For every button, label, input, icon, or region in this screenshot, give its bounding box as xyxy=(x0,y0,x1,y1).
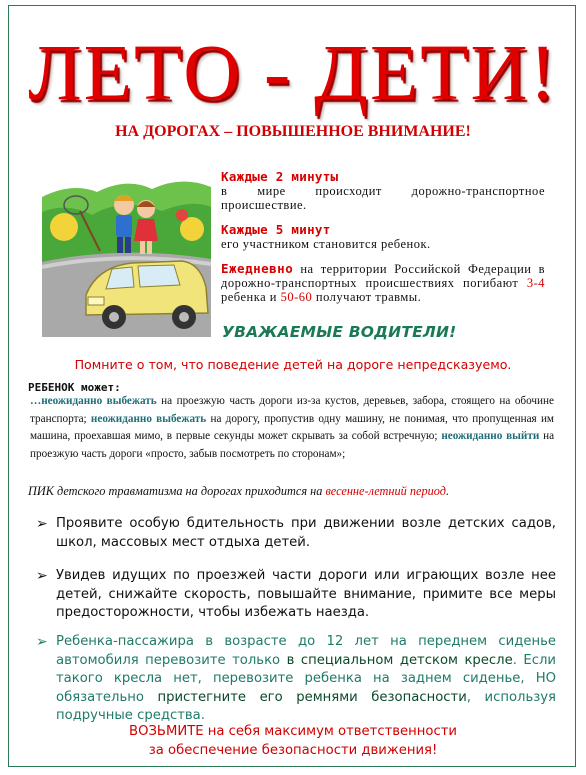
stat-heading: Каждые 2 минуты xyxy=(221,169,339,184)
stat-text: в мире происходит дорожно-транспортное происшествие. xyxy=(221,184,545,212)
stat-text: его участником становится ребенок. xyxy=(221,237,431,251)
remember-line: Помните о том, что поведение детей на дороге непредсказуемо. xyxy=(74,357,512,372)
peak-note: ПИК детского травматизма на дорогах приходится на весенне-летний период. xyxy=(28,484,450,498)
final-line-1: ВОЗЬМИТЕ на себя максимум ответственности xyxy=(129,724,457,739)
subtitle: НА ДОРОГАХ – ПОВЫШЕННОЕ ВНИМАНИЕ! xyxy=(115,123,471,140)
advice-bullet-1: ➢ Проявите особую бдительность при движении возле детских садов, школ, массовых мест отдыха детей. xyxy=(36,516,556,550)
advice-bullet-3: ➢ Ребенка-пассажира в возрасте до 12 лет на переднем сиденье автомобиля перевозите только в специальном детском кресле. Если такого кресла нет, перевозите ребенка на заднем сиденье, НО обязательно пристегните его ремнями безопасности, используя подручные средства. xyxy=(36,634,556,723)
stat-block-2 xyxy=(221,222,545,251)
main-title: ЛЕТО - ДЕТИ! xyxy=(28,30,558,117)
arrow-bullet-icon: ➢ xyxy=(36,568,48,584)
injuries-number: 50-60 xyxy=(280,290,313,304)
stat-heading: Каждые 5 минут xyxy=(221,222,331,237)
advice-bullet-2: ➢ Увидев идущих по проезжей части дороги или играющих возле нее детей, снижайте скорость, повышайте внимание, примите все меры предосторожности, чтобы избежать наезда. xyxy=(36,568,556,620)
children-car-illustration xyxy=(42,167,211,337)
drivers-heading: УВАЖАЕМЫЕ ВОДИТЕЛИ! xyxy=(222,323,457,341)
child-paragraph: …неожиданно выбежать на проезжую часть дороги из-за кустов, деревьев, забора, стоящего на обочине транспорта; неожиданно выбежать на дорогу, пропустив одну машину, не понимая, что пропущенная им машина, проехавшая мимо, в первые секунды может скрывать за собой встречную; неожиданно выйти на проезжую часть дороги «просто, забыв посмотреть по сторонам»; xyxy=(30,395,555,460)
deaths-number: 3-4 xyxy=(526,276,545,290)
stat-block-1 xyxy=(221,169,545,212)
stat-text: Ежедневно на территории Российской Федерации в дорожно-транспортных происшествиях погибают 3-4 ребенка и 50-60 получают травмы. xyxy=(221,261,545,304)
stat-heading: Ежедневно xyxy=(221,261,294,276)
arrow-bullet-icon: ➢ xyxy=(36,516,48,532)
final-appeal xyxy=(0,722,586,760)
arrow-bullet-icon: ➢ xyxy=(36,634,48,650)
final-line-2: за обеспечение безопасности движения! xyxy=(148,743,438,758)
child-heading: РЕБЕНОК может: xyxy=(28,381,121,394)
stat-block-3 xyxy=(221,262,545,304)
